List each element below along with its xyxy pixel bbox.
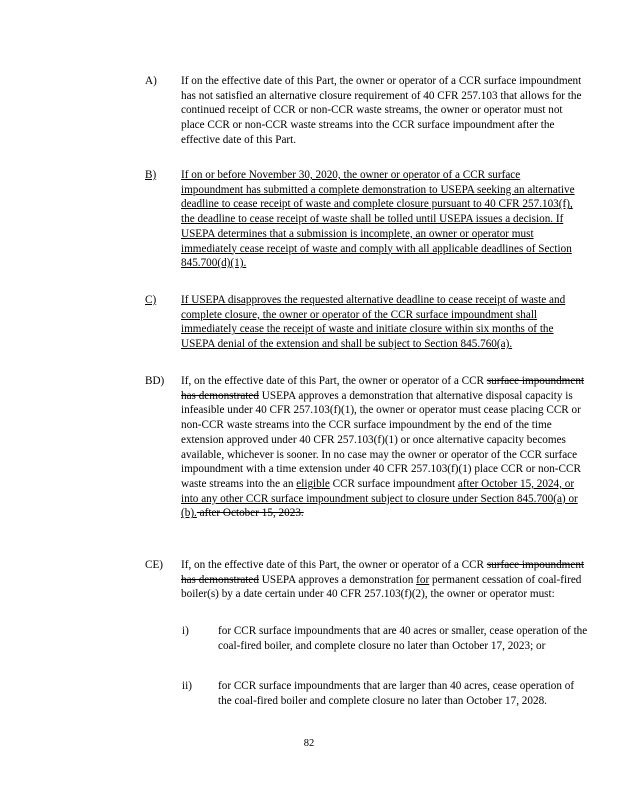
inserted-text: for — [416, 573, 430, 586]
deleted-text: after October 15, 2023. — [196, 507, 304, 520]
item-text — [181, 374, 585, 521]
item-text — [181, 293, 585, 352]
text-segment: USEPA approves a demonstration that alternative disposal capacity is infeasible under 40 CFR 257.103(f)(1), the owner or operator must cease placing CCR or non-CCR waste streams into the CCR surface impoundment by the end of the time extension approved under 40 CFR 257.103(f)(1) or once alternative capacity becomes available, whichever is sooner. In no case may the owner or operator of the CCR surface impoundment with a time extension under 40 CFR 257.103(f)(1) place CCR or non-CCR waste streams into the an — [181, 389, 581, 490]
text-segment: USEPA approves a demonstration — [258, 573, 417, 586]
item-text — [181, 74, 585, 148]
inserted-text: after October 15, 2024, or into any other CCR surface impoundment subject to closure under Section 845.700(a) or (b). — [181, 477, 578, 520]
subitem-text: for CCR surface impoundments that are 40 acres or smaller, cease operation of the coal-fired boiler, and complete closure no later than October 17, 2023; or — [218, 625, 588, 652]
item-text — [181, 168, 585, 271]
item-label: A) — [145, 75, 157, 87]
inserted-text: If USEPA disapproves the requested alternative deadline to cease receipt of waste and complete closure, the owner or operator of the CCR surface impoundment shall immediately cease the receipt of waste and initiate closure within six months of the USEPA denial of the extension and shall be subject to Section 845.760(a). — [181, 294, 566, 351]
text-segment: permanent cessation of coal-fired boiler(s) by a date certain under 40 CFR 257.103(f)(2), the owner or operator must: — [181, 573, 582, 601]
item-label: CE) — [145, 559, 164, 571]
text-segment: If on the effective date of this Part, the owner or operator of a CCR surface impoundment has not satisfied an alternative closure requirement of 40 CFR 257.103 that allows for the continued receipt of CCR or non-CCR waste streams, the owner or operator must not place CCR or non-CCR waste streams into the CCR surface impoundment after the effective date of this Part. — [181, 75, 582, 146]
item-label: BD) — [145, 375, 165, 387]
inserted-text: If on or before November 30, 2020, the owner or operator of a CCR surface impoundment has submitted a complete demonstration to USEPA seeking an alternative deadline to cease receipt of waste and complete closure pursuant to 40 CFR 257.103(f), the deadline to cease receipt of waste shall be tolled until USEPA issues a decision. If USEPA determines that a submission is incomplete, an owner or operator must immediately cease receipt of waste and comply with all applicable deadlines of Section 845.700(d)(1). — [181, 169, 575, 270]
subitem-label: ii) — [182, 680, 192, 692]
item-label: C) — [145, 294, 157, 306]
inserted-text: eligible — [296, 477, 330, 490]
item-label: B) — [145, 169, 157, 181]
item-text — [181, 558, 585, 602]
text-segment: If, on the effective date of this Part, the owner or operator of a CCR — [181, 375, 487, 387]
page-number: 82 — [303, 738, 315, 749]
deleted-text: surface impoundment has demonstrated — [181, 559, 585, 586]
subitem-text: for CCR surface impoundments that are larger than 40 acres, cease operation of the coal-fired boiler and complete closure no later than October 17, 2028. — [218, 680, 575, 707]
subitem-label: i) — [182, 625, 189, 637]
text-segment: CCR surface impoundment — [329, 477, 458, 490]
text-segment: If, on the effective date of this Part, the owner or operator of a CCR — [181, 559, 487, 571]
deleted-text: surface impoundment has demonstrated — [181, 375, 585, 402]
